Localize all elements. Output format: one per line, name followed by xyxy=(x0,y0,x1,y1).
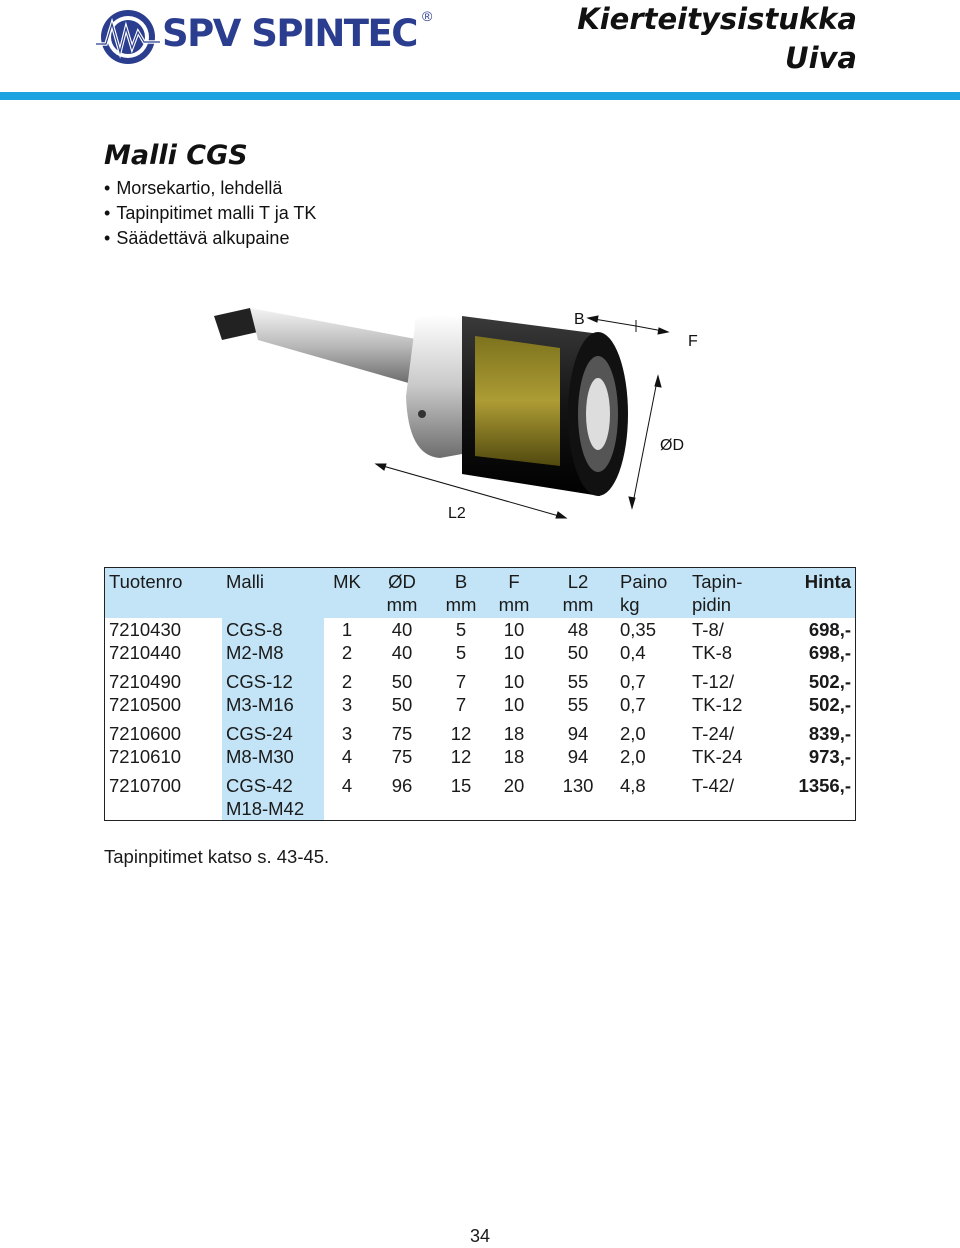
feature-item: • Morsekartio, lehdellä xyxy=(104,176,316,201)
cell-hinta: 839,- xyxy=(808,723,851,744)
header-paino: Paino xyxy=(616,568,688,593)
header-f-unit: mm xyxy=(488,593,540,618)
cell-b: 12 xyxy=(450,746,472,767)
arrow-d-bottom xyxy=(629,497,635,508)
table-row xyxy=(105,797,855,820)
cell-mk: 3 xyxy=(341,694,353,715)
cell-tuotenro: 7210610 xyxy=(109,746,182,767)
header-f: F xyxy=(488,568,540,593)
cell-f: 10 xyxy=(503,694,525,715)
cell-od: 96 xyxy=(391,775,413,796)
table-row xyxy=(105,618,855,641)
table-row xyxy=(105,641,855,664)
cell-od: 50 xyxy=(391,671,413,692)
cell-od: 50 xyxy=(391,694,413,715)
brand-name: SPV SPINTEC xyxy=(162,12,417,55)
header-tapin: Tapin- xyxy=(688,568,770,593)
cell-malli: M18-M42 xyxy=(222,797,324,820)
feature-item: • Tapinpitimet malli T ja TK xyxy=(104,201,316,226)
cell-od xyxy=(370,797,434,820)
registered-mark: ® xyxy=(422,8,433,24)
header-divider xyxy=(0,92,960,100)
spintec-logo-icon xyxy=(92,6,164,68)
cell-mk: 2 xyxy=(341,671,353,692)
arrow-l2-right xyxy=(556,512,566,518)
cell-malli: M2-M8 xyxy=(222,641,324,664)
cell-tapin: T-24/ xyxy=(692,723,735,744)
cell-l2: 94 xyxy=(567,746,589,767)
table-row xyxy=(105,722,855,745)
table-row xyxy=(105,774,855,797)
cell-hinta: 502,- xyxy=(808,671,851,692)
header-tuotenro: Tuotenro xyxy=(105,568,222,593)
model-title: Malli CGS xyxy=(104,140,248,171)
cell-b: 15 xyxy=(450,775,472,796)
title-line-1: Kierteitysistukka xyxy=(577,2,857,36)
cell-b xyxy=(434,797,488,820)
title-line-2: Uiva xyxy=(785,41,857,75)
cell-malli: CGS-24 xyxy=(222,722,324,745)
header-l2-unit: mm xyxy=(540,593,616,618)
label-l2: L2 xyxy=(448,505,466,522)
header-b-unit: mm xyxy=(434,593,488,618)
page-title xyxy=(577,0,857,78)
cell-tapin: TK-24 xyxy=(692,746,743,767)
header-tapin-2: pidin xyxy=(688,593,770,618)
cell-f: 18 xyxy=(503,723,525,744)
cell-paino: 4,8 xyxy=(620,775,646,796)
cell-tuotenro: 7210700 xyxy=(109,775,182,796)
specifications-table xyxy=(104,567,856,821)
table-header-units-row xyxy=(105,593,855,618)
cell-f xyxy=(488,797,540,820)
cell-b: 5 xyxy=(455,642,467,663)
arrow-d-top xyxy=(655,376,661,387)
cell-tapin: T-8/ xyxy=(692,619,724,640)
arrow-f xyxy=(658,328,668,334)
chuck-bore-inner xyxy=(586,378,610,450)
arrow-b xyxy=(588,316,598,322)
header-od-unit: mm xyxy=(370,593,434,618)
cell-tuotenro: 7210430 xyxy=(109,619,182,640)
table-row xyxy=(105,670,855,693)
label-f: F xyxy=(688,333,698,350)
page-number: 34 xyxy=(469,1226,491,1246)
footnote: Tapinpitimet katso s. 43-45. xyxy=(104,846,330,867)
cell-paino xyxy=(616,797,688,820)
cell-paino: 0,7 xyxy=(620,694,646,715)
table-header-row xyxy=(105,568,855,593)
feature-item: • Säädettävä alkupaine xyxy=(104,226,316,251)
cell-f: 18 xyxy=(503,746,525,767)
cell-tapin: T-12/ xyxy=(692,671,735,692)
cell-l2: 130 xyxy=(562,775,594,796)
cell-tapin: TK-8 xyxy=(692,642,733,663)
cell-mk: 4 xyxy=(341,746,353,767)
cell-l2 xyxy=(540,797,616,820)
cell-paino: 0,7 xyxy=(620,671,646,692)
cell-tuotenro xyxy=(105,797,222,820)
chuck-collar xyxy=(406,314,462,458)
cell-f: 10 xyxy=(503,619,525,640)
cell-f: 10 xyxy=(503,671,525,692)
cell-tuotenro: 7210600 xyxy=(109,723,182,744)
cell-l2: 55 xyxy=(567,694,589,715)
cell-malli: M8-M30 xyxy=(222,745,324,768)
cell-f: 20 xyxy=(503,775,525,796)
header-b: B xyxy=(434,568,488,593)
tapping-chuck-illustration xyxy=(200,296,700,546)
cell-malli: M3-M16 xyxy=(222,693,324,716)
cell-l2: 94 xyxy=(567,723,589,744)
header-l2: L2 xyxy=(540,568,616,593)
label-d: ØD xyxy=(660,437,684,454)
cell-paino: 0,35 xyxy=(620,619,657,640)
cell-hinta xyxy=(770,797,855,820)
cell-mk: 4 xyxy=(341,775,353,796)
cell-paino: 2,0 xyxy=(620,746,646,767)
cell-b: 5 xyxy=(455,619,467,640)
cell-malli: CGS-8 xyxy=(222,618,324,641)
feature-list xyxy=(104,176,316,251)
adjustment-band xyxy=(475,336,560,466)
cell-hinta: 1356,- xyxy=(798,775,851,796)
cell-mk: 2 xyxy=(341,642,353,663)
cell-tuotenro: 7210500 xyxy=(109,694,182,715)
header-malli: Malli xyxy=(222,568,324,593)
cell-b: 7 xyxy=(455,694,467,715)
header-od: ØD xyxy=(370,568,434,593)
cell-mk xyxy=(324,797,370,820)
cell-tuotenro: 7210440 xyxy=(109,642,182,663)
cell-hinta: 502,- xyxy=(808,694,851,715)
cell-l2: 48 xyxy=(567,619,589,640)
cell-tuotenro: 7210490 xyxy=(109,671,182,692)
cell-od: 40 xyxy=(391,619,413,640)
cell-f: 10 xyxy=(503,642,525,663)
cell-od: 75 xyxy=(391,746,413,767)
dimension-line-d xyxy=(632,376,658,508)
set-screw xyxy=(418,410,426,418)
cell-l2: 50 xyxy=(567,642,589,663)
cell-tapin: TK-12 xyxy=(692,694,743,715)
cell-tapin: T-42/ xyxy=(692,775,735,796)
cell-paino: 0,4 xyxy=(620,642,646,663)
table-body xyxy=(105,618,855,820)
cell-od: 75 xyxy=(391,723,413,744)
arrow-l2-left xyxy=(376,464,386,470)
table-row xyxy=(105,693,855,716)
cell-paino: 2,0 xyxy=(620,723,646,744)
cell-malli: CGS-42 xyxy=(222,774,324,797)
cell-malli: CGS-12 xyxy=(222,670,324,693)
cell-mk: 1 xyxy=(341,619,353,640)
cell-tapin xyxy=(688,797,770,820)
cell-od: 40 xyxy=(391,642,413,663)
cell-hinta: 698,- xyxy=(808,642,851,663)
header-hinta: Hinta xyxy=(770,568,855,593)
cell-l2: 55 xyxy=(567,671,589,692)
label-b: B xyxy=(574,311,585,328)
cell-hinta: 698,- xyxy=(808,619,851,640)
cell-b: 12 xyxy=(450,723,472,744)
header-paino-unit: kg xyxy=(616,593,688,618)
cell-mk: 3 xyxy=(341,723,353,744)
cell-b: 7 xyxy=(455,671,467,692)
spintec-logo xyxy=(92,6,442,68)
table-row xyxy=(105,745,855,768)
cell-hinta: 973,- xyxy=(808,746,851,767)
header-mk: MK xyxy=(324,568,370,593)
